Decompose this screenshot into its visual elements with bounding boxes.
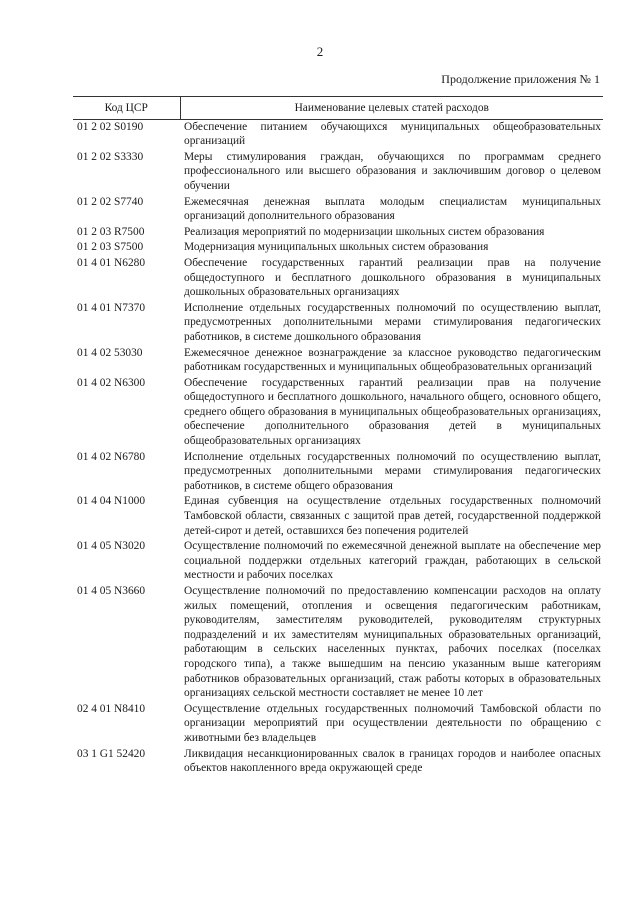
row-name: Осуществление полномочий по ежемесячной денежной выплате на обеспечение мер социальной поддержки отдельных категорий граждан, работающих в сельской местности и рабочих поселках	[184, 540, 601, 582]
table-row	[73, 702, 603, 747]
table-row	[73, 494, 603, 539]
table-row	[73, 450, 603, 495]
row-code: 01 4 05 N3660	[77, 585, 146, 597]
row-code: 01 4 02 N6300	[77, 376, 146, 389]
table-row	[73, 747, 603, 777]
row-code: 02 4 01 N8410	[77, 702, 146, 715]
table-row	[73, 225, 603, 241]
column-header-code: Код ЦСР	[73, 97, 180, 120]
row-code: 01 2 02 S7740	[77, 195, 144, 208]
row-name: Осуществление отдельных государственных полномочий Тамбовской области по организации мероприятий при осуществлении деятельности по обращению с животными без владельцев	[184, 702, 601, 744]
row-code: 01 4 02 N6780	[77, 450, 146, 463]
row-name: Реализация мероприятий по модернизации школьных систем образования	[184, 225, 545, 238]
row-code: 01 4 01 N7370	[77, 301, 146, 314]
row-code: 01 2 02 S3330	[77, 150, 144, 163]
row-name: Осуществление полномочий по предоставлению компенсации расходов на оплату жилых помещений, отопления и освещения педагогическим работникам, руководителям, заместителям руководителей, руководителям структурных подразделений и их заместителям муниципальных образовательных организаций, работающим в сельских населенных пунктах, рабочих поселках (поселках городского типа), а также вышедшим на пенсию указанным выше категориям работников образовательных организаций, стаж работы которых в образовательных организациях сельской местности составляет не менее 10 лет	[184, 585, 601, 700]
row-code: 01 2 03 S7500	[77, 241, 144, 254]
table-row	[73, 376, 603, 450]
table-row	[73, 195, 603, 225]
row-code: 01 4 02 53030	[77, 346, 143, 359]
row-code: 01 4 05 N3020	[77, 540, 146, 553]
row-name: Ежемесячная денежная выплата молодым специалистам муниципальных организаций дополнительного образования	[184, 195, 601, 223]
table-row	[73, 301, 603, 346]
budget-table	[73, 96, 603, 777]
row-code: 01 2 02 S0190	[77, 120, 144, 133]
continuation-note: Продолжение приложения № 1	[441, 72, 600, 86]
row-code: 01 4 01 N6280	[77, 256, 146, 269]
row-name: Исполнение отдельных государственных полномочий по осуществлению выплат, предусмотренных дополнительными мерами стимулирования педагогических работников, в системе дошкольного образования	[184, 301, 601, 343]
table-row	[73, 539, 603, 584]
row-name: Единая субвенция на осуществление отдельных государственных полномочий Тамбовской области, связанных с защитой прав детей, государственной поддержкой детей-сирот и детей, оставшихся без попечения родителей	[184, 495, 601, 537]
table-row	[73, 119, 603, 150]
row-name: Меры стимулирования граждан, обучающихся по программам среднего профессионального или высшего образования и заключившим договор о целевом обучении	[184, 150, 601, 192]
table-row	[73, 150, 603, 195]
table-header-row	[73, 97, 603, 120]
row-code: 03 1 G1 52420	[77, 747, 146, 760]
row-name: Обеспечение государственных гарантий реализации прав на получение общедоступного и бесплатного дошкольного образования в муниципальных дошкольных образовательных организациях	[184, 256, 601, 299]
row-name: Модернизация муниципальных школьных систем образования	[184, 241, 489, 254]
table-body	[73, 119, 603, 777]
row-code: 01 2 03 R7500	[77, 225, 145, 238]
row-code: 01 4 04 N1000	[77, 495, 146, 508]
table-row	[73, 346, 603, 376]
row-name: Ежемесячное денежное вознаграждение за классное руководство педагогическим работникам государственных и муниципальных общеобразовательных организаций	[184, 346, 601, 374]
row-name: Ликвидация несанкционированных свалок в границах городов и наиболее опасных объектов накопленного вреда окружающей среде	[184, 747, 601, 775]
page-number: 2	[316, 44, 324, 59]
row-name: Обеспечение питанием обучающихся муниципальных общеобразовательных организаций	[184, 120, 601, 148]
column-header-name: Наименование целевых статей расходов	[180, 97, 603, 120]
table-row	[73, 240, 603, 256]
table-row	[73, 256, 603, 301]
table-row	[73, 584, 603, 702]
row-name: Обеспечение государственных гарантий реализации прав на получение общедоступного и бесплатного дошкольного, начального общего, основного общего, среднего общего образования в муниципальных общеобразовательных организациях, обеспечение дополнительного образования детей в муниципальных общеобразовательных организациях	[184, 376, 601, 448]
row-name: Исполнение отдельных государственных полномочий по осуществлению выплат, предусмотренных дополнительными мерами стимулирования педагогических работников, в системе общего образования	[184, 450, 601, 492]
